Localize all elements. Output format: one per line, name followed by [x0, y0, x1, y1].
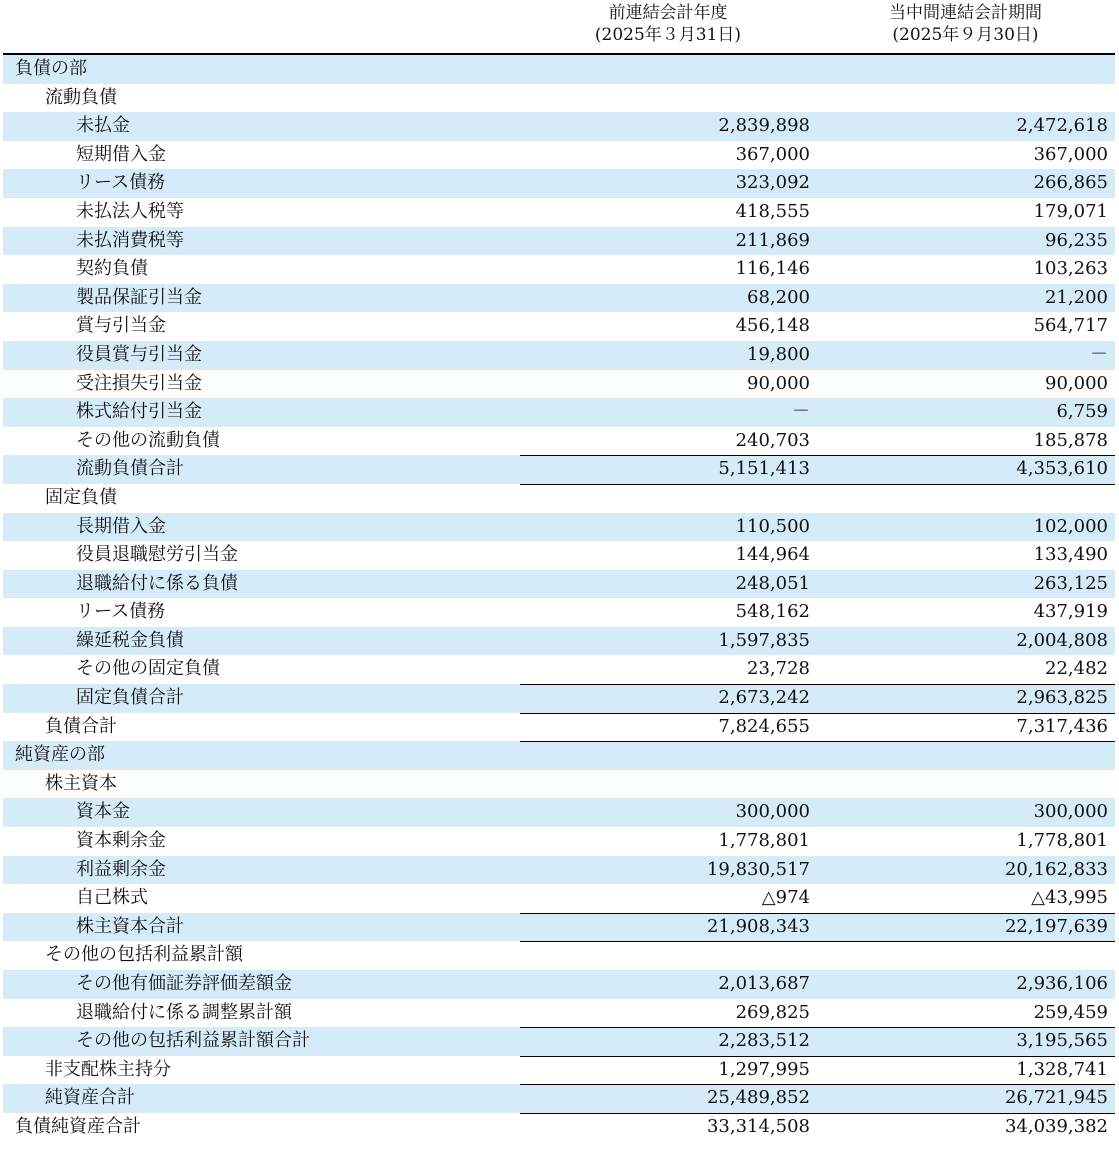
table-row — [3, 1113, 1115, 1142]
row-label: 資本剰余金 — [76, 830, 166, 852]
row-label: 純資産の部 — [15, 744, 105, 766]
prior-year-value: 33,314,508 — [706, 1115, 810, 1137]
interim-period-value: 26,721,945 — [1004, 1087, 1108, 1109]
prior-year-value: 116,146 — [735, 258, 810, 280]
interim-period-value: 185,878 — [1033, 429, 1108, 451]
table-row — [3, 999, 1115, 1028]
prior-year-value: 2,673,242 — [718, 687, 810, 709]
row-label: その他の包括利益累計額 — [45, 944, 243, 966]
interim-period-value: 263,125 — [1033, 572, 1108, 594]
interim-period-value: － — [1090, 343, 1108, 365]
row-label: 固定負債 — [45, 486, 117, 508]
table-row — [3, 427, 1115, 456]
prior-year-value: 269,825 — [735, 1001, 810, 1023]
interim-period-value: △43,995 — [1031, 887, 1108, 909]
row-label: 契約負債 — [76, 258, 148, 280]
prior-year-value: 68,200 — [747, 286, 810, 308]
interim-period-value: 2,472,618 — [1016, 115, 1108, 137]
interim-period-value: 1,778,801 — [1016, 830, 1108, 852]
table-row — [3, 598, 1115, 627]
row-label: 退職給付に係る負債 — [76, 572, 238, 594]
table-row — [3, 312, 1115, 341]
table-row — [3, 856, 1115, 885]
table-row — [3, 398, 1115, 427]
interim-period-value: 437,919 — [1033, 601, 1108, 623]
interim-period-value: 2,004,808 — [1016, 629, 1108, 651]
column-header-prior-year-title: 前連結会計年度 — [608, 3, 728, 23]
interim-period-value: 20,162,833 — [1004, 858, 1108, 880]
interim-period-value: 133,490 — [1033, 544, 1108, 566]
table-row — [3, 370, 1115, 399]
row-label: 自己株式 — [76, 887, 148, 909]
row-label: その他の包括利益累計額合計 — [76, 1030, 310, 1052]
row-label: その他の流動負債 — [76, 429, 220, 451]
prior-year-value: 2,283,512 — [718, 1030, 810, 1052]
prior-year-value: 7,824,655 — [718, 715, 810, 737]
row-label: 役員退職慰労引当金 — [76, 544, 238, 566]
row-label: 株主資本 — [45, 772, 117, 794]
prior-year-value: 2,839,898 — [718, 115, 810, 137]
table-row — [3, 570, 1115, 599]
table-row — [3, 884, 1115, 913]
prior-year-value: 323,092 — [735, 172, 810, 194]
interim-period-value: 1,328,741 — [1016, 1058, 1108, 1080]
row-label: 株主資本合計 — [76, 915, 184, 937]
row-label: 退職給付に係る調整累計額 — [76, 1001, 292, 1023]
interim-period-value: 2,936,106 — [1016, 973, 1108, 994]
row-label: 負債純資産合計 — [15, 1115, 141, 1137]
balance-sheet — [3, 0, 1115, 1142]
prior-year-value: 1,778,801 — [718, 830, 810, 852]
prior-year-value: 300,000 — [735, 801, 810, 823]
interim-period-value: 3,195,565 — [1016, 1030, 1108, 1052]
prior-year-value: 19,800 — [747, 343, 810, 365]
row-label: 利益剰余金 — [76, 858, 166, 880]
table-row — [3, 741, 1115, 770]
table-row — [3, 198, 1115, 227]
interim-period-value: 6,759 — [1056, 401, 1108, 423]
interim-period-value: 2,963,825 — [1016, 687, 1108, 709]
row-label: 製品保証引当金 — [76, 286, 202, 308]
prior-year-value: 23,728 — [747, 658, 810, 680]
table-row — [3, 341, 1115, 370]
prior-year-value: 548,162 — [735, 601, 810, 623]
prior-year-value: 5,151,413 — [718, 458, 810, 480]
interim-period-value: 367,000 — [1033, 143, 1108, 165]
table-row — [3, 227, 1115, 256]
prior-year-value: 1,597,835 — [718, 629, 810, 651]
interim-period-value: 34,039,382 — [1004, 1115, 1108, 1137]
prior-year-value: 240,703 — [735, 429, 810, 451]
prior-year-value: － — [792, 401, 810, 423]
column-header-interim-period — [816, 2, 1115, 46]
prior-year-value: △974 — [761, 887, 810, 909]
column-header-interim-period-title: 当中間連結会計期間 — [889, 3, 1042, 23]
table-row — [3, 1027, 1115, 1056]
prior-year-value: 110,500 — [735, 515, 810, 537]
prior-year-value: 25,489,852 — [706, 1087, 810, 1109]
prior-year-value: 211,869 — [735, 229, 810, 251]
interim-period-value: 96,235 — [1045, 229, 1108, 251]
table-body — [3, 55, 1115, 1142]
table-row — [3, 684, 1115, 713]
row-label: 固定負債合計 — [76, 687, 184, 709]
table-row — [3, 1084, 1115, 1113]
interim-period-value: 102,000 — [1033, 515, 1108, 537]
table-row — [3, 970, 1115, 999]
table-row — [3, 513, 1115, 542]
table-row — [3, 655, 1115, 684]
row-label: 株式給付引当金 — [76, 401, 202, 423]
interim-period-value: 90,000 — [1045, 372, 1108, 394]
interim-period-value: 266,865 — [1033, 172, 1108, 194]
row-label: 長期借入金 — [76, 515, 166, 537]
row-label: 賞与引当金 — [76, 315, 166, 337]
interim-period-value: 103,263 — [1033, 258, 1108, 280]
row-label: 流動負債合計 — [76, 458, 184, 480]
row-label: 未払消費税等 — [76, 229, 184, 251]
row-label: その他有価証券評価差額金 — [76, 973, 292, 994]
prior-year-value: 144,964 — [735, 544, 810, 566]
table-row — [3, 284, 1115, 313]
interim-period-value: 22,482 — [1045, 658, 1108, 680]
interim-period-value: 564,717 — [1033, 315, 1108, 337]
prior-year-value: 248,051 — [735, 572, 810, 594]
prior-year-value: 2,013,687 — [718, 973, 810, 994]
prior-year-value: 367,000 — [735, 143, 810, 165]
interim-period-value: 259,459 — [1033, 1001, 1108, 1023]
table-row — [3, 169, 1115, 198]
column-header-interim-period-date: (2025年９月30日) — [892, 25, 1039, 45]
table-row — [3, 941, 1115, 970]
interim-period-value: 22,197,639 — [1004, 915, 1108, 937]
table-row — [3, 770, 1115, 799]
table-row — [3, 455, 1115, 484]
row-label: 受注損失引当金 — [76, 372, 202, 394]
table-row — [3, 1056, 1115, 1085]
prior-year-value: 418,555 — [735, 200, 810, 222]
row-label: リース債務 — [76, 601, 166, 623]
row-label: 繰延税金負債 — [76, 629, 184, 651]
row-label: 未払法人税等 — [76, 200, 184, 222]
interim-period-value: 4,353,610 — [1016, 458, 1108, 480]
interim-period-value: 21,200 — [1045, 286, 1108, 308]
table-row — [3, 798, 1115, 827]
prior-year-value: 21,908,343 — [706, 915, 810, 937]
row-label: 未払金 — [76, 115, 130, 137]
row-label: リース債務 — [76, 172, 166, 194]
row-label: 流動負債 — [45, 86, 117, 108]
table-row — [3, 84, 1115, 113]
column-header-prior-year-date: (2025年３月31日) — [594, 25, 742, 45]
interim-period-value: 300,000 — [1033, 801, 1108, 823]
table-row — [3, 141, 1115, 170]
table-row — [3, 541, 1115, 570]
prior-year-value: 19,830,517 — [706, 858, 810, 880]
table-row — [3, 55, 1115, 84]
row-label: 短期借入金 — [76, 143, 166, 165]
row-label: 資本金 — [76, 801, 130, 823]
table-row — [3, 255, 1115, 284]
prior-year-value: 90,000 — [747, 372, 810, 394]
row-label: 役員賞与引当金 — [76, 343, 202, 365]
row-label: その他の固定負債 — [76, 658, 220, 680]
row-label: 負債の部 — [15, 58, 87, 79]
table-row — [3, 484, 1115, 513]
interim-period-value: 179,071 — [1033, 200, 1108, 222]
prior-year-value: 1,297,995 — [718, 1058, 810, 1080]
row-label: 非支配株主持分 — [45, 1058, 171, 1080]
row-label: 負債合計 — [45, 715, 117, 737]
prior-year-value: 456,148 — [735, 315, 810, 337]
table-row — [3, 827, 1115, 856]
table-row — [3, 112, 1115, 141]
interim-period-value: 7,317,436 — [1016, 715, 1108, 737]
table-row — [3, 627, 1115, 656]
column-header-prior-year — [520, 2, 816, 46]
table-row — [3, 913, 1115, 942]
table-header — [3, 0, 1115, 55]
table-row — [3, 713, 1115, 742]
row-label: 純資産合計 — [45, 1087, 135, 1109]
